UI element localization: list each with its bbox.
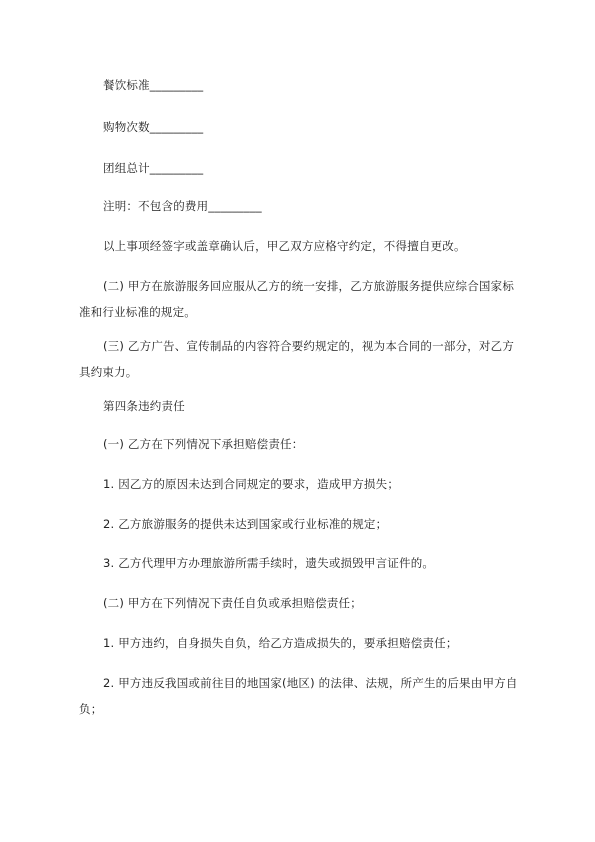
meal-standard-line: 餐饮标准_________ xyxy=(103,78,204,92)
group-total-line: 团组总计_________ xyxy=(103,161,204,175)
party-b-liability-item-2: 2. 乙方旅游服务的提供未达到国家或行业标准的规定； xyxy=(103,517,388,531)
party-b-liability-heading: (一) 乙方在下列情况下承担赔偿责任： xyxy=(103,437,304,451)
party-a-liability-item-2: 2. 甲方违反我国或前往目的地国家(地区) 的法律、法规，所产生的后果由甲方自负； xyxy=(79,676,518,716)
confirmation-clause: 以上事项经签字或盖章确认后，甲乙双方应格守约定，不得擅自更改。 xyxy=(103,239,466,253)
excluded-fees-note: 注明：不包含的费用_________ xyxy=(103,199,262,213)
party-a-liability-heading: (二) 甲方在下列情况下责任自负或承担赔偿责任； xyxy=(103,596,362,610)
article-4-heading: 第四条违约责任 xyxy=(103,399,185,413)
clause-2-arrangement: (二) 甲方在旅游服务回应服从乙方的统一安排，乙方旅游服务提供应综合国家标准和行业标准的规定。 xyxy=(79,279,515,319)
party-b-liability-item-1: 1. 因乙方的原因未达到合同规定的要求，造成甲方损失； xyxy=(103,477,400,491)
party-a-liability-item-1: 1. 甲方违约，自身损失自负，给乙方造成损失的，要承担赔偿责任； xyxy=(103,636,458,650)
shopping-count-line: 购物次数_________ xyxy=(103,120,204,134)
party-b-liability-item-3: 3. 乙方代理甲方办理旅游所需手续时，遗失或损毁甲言证件的。 xyxy=(103,556,435,570)
clause-3-advertising: (三) 乙方广告、宣传制品的内容符合要约规定的，视为本合同的一部分，对乙方具约束力。 xyxy=(79,339,515,379)
